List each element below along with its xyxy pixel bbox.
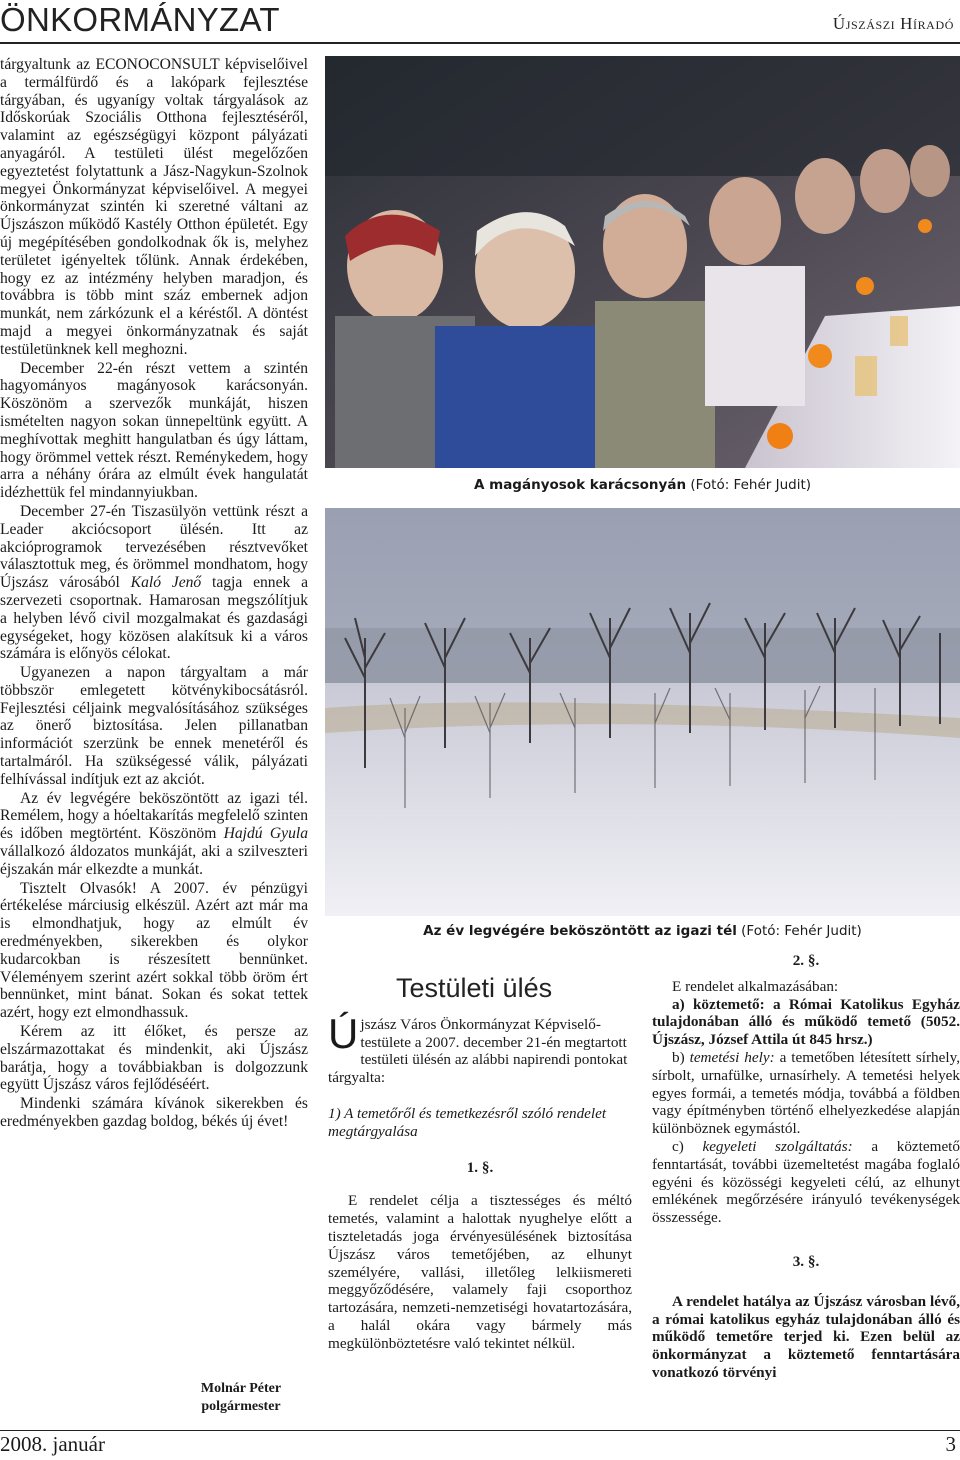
photo2-caption-credit: (Fotó: Fehér Judit): [736, 923, 862, 939]
article-dropcap: Ú: [328, 1009, 359, 1057]
section2-item-c-text: a köztemető fenntartását, további üzemeltetést magába foglaló egyéni és közösségi kegyeleti célú, az elhunyt emlékének megőrzésére irányuló tevékenységek összessége.: [652, 1137, 960, 1227]
header-section: ÖNKORMÁNYZAT: [0, 1, 280, 38]
left-paragraph-3-text-b: tagja ennek a szervezeti csoportnak. Hamarosan megszólítjuk a helyben lévő civil mozgalmakat és gazdasági egységeket, hogy közösen alakítsuk ki a város számára is előnyös célokat.: [0, 574, 308, 663]
section3-text: A rendelet hatálya az Újszász városban lévő, a római katolikus egyház tulajdonában álló és működő temetőre terjed ki. Ezen belül az önkormányzat a köztemető fenntartására vonatkozó törvényi: [652, 1292, 960, 1381]
article-intro: [328, 1009, 632, 1087]
signature: [176, 1380, 306, 1416]
photo-christmas-illustration: [325, 56, 960, 468]
section3-number: 3. §.: [792, 1252, 820, 1270]
section1-number: 1. §.: [466, 1158, 494, 1176]
footer-rule: [0, 1430, 960, 1431]
photo-winter-illustration: [325, 508, 960, 916]
header-publication: Újszászi Híradó: [832, 14, 954, 33]
section2-item-c-term: kegyeleti szolgáltatás:: [702, 1137, 853, 1155]
left-paragraph-5-name: Hajdú Gyula: [223, 825, 308, 843]
photo2-caption: [325, 923, 960, 939]
section2-item-c: [652, 1138, 960, 1227]
left-paragraph-5-text-a: Az év legvégére beköszöntött az igazi tél. Remélem, hogy a hóeltakarítás megfelelő szinten és időben megtörtént. Köszönöm: [0, 789, 308, 843]
section2-item-c-label: c): [672, 1137, 703, 1155]
header-rule: [0, 42, 960, 44]
left-paragraph-4: Ugyanezen a napon tárgyaltam a már többször emlegetett kötvénykibocsátásról. Fejlesztési céljaink megvalósításához szükséges az önerő biztosítása. Jelen pillanatban információt szerzünk be ennek menetéről és tartalmáról. Ha szükségessé válik, pályázati felhívással indítjuk ezt az akciót.: [0, 664, 308, 788]
footer-date: 2008. január: [0, 1432, 105, 1456]
section1-text: E rendelet célja a tisztességes és méltó temetés, valamint a halottak nyughelye előtt a tiszteletadás joga érvényesülésének biztosítása Újszász város temetőjében, az elhunyt személyére, vallási, illetőleg lelkiismereti meggyőződésére, valamely faji csoporthoz tartozására, nemzeti-nemzetiségi hovatartozására, a halál okára vagy bármely más megkülönböztetésre való tekintet nélkül.: [328, 1192, 632, 1352]
left-paragraph-3-name: Kaló Jenő: [130, 574, 202, 592]
article-title: Testületi ülés: [396, 973, 553, 1003]
section2-item-b-text: a temetőben létesített sírhely, sírbolt, urnafülke, urnasírhely. A temetési helyek egyes formái, a temetés módja, továbbá a földben vagy építményben történő elhelyezkedése alapján különböznek egymástól.: [652, 1048, 960, 1138]
left-paragraph-2: December 22-én részt vettem a szintén hagyományos magányosok karácsonyán. Köszönöm a szervezők munkáját, hiszen ismételten nagyon sokan ünnepeltünk együtt. A meghívottak meghitt hangulatban és úgy láttam, hogy örömmel vettek részt. Reménykedem, hogy arra a néhány órára az elmúlt évek hangulatát idézhettük fel mindannyiukban.: [0, 359, 308, 502]
footer-page-number: 3: [945, 1432, 956, 1456]
section2-item-b: [652, 1049, 960, 1138]
photo1-caption: [325, 477, 960, 493]
signature-title: polgármester: [201, 1399, 281, 1414]
right-column: [652, 952, 960, 1382]
left-paragraph-5-text-b: vállalkozó áldozatos munkáját, aki a szilveszteri éjszakán már elkezdte a munkát.: [0, 843, 308, 878]
section2-intro: E rendelet alkalmazásában:: [672, 977, 839, 995]
section2-item-b-label: b): [672, 1048, 690, 1066]
photo1-caption-credit: (Fotó: Fehér Judit): [686, 477, 812, 493]
section2-item-b-term: temetési hely:: [689, 1048, 775, 1066]
photo-winter-landscape: [325, 508, 960, 916]
left-paragraph-3: [0, 503, 308, 663]
left-paragraph-5: [0, 790, 308, 879]
left-paragraph-8: Mindenki számára kívánok sikerekben és eredményekben gazdag boldog, békés új évet!: [0, 1095, 308, 1131]
left-paragraph-1: tárgyaltunk az ECONOCONSULT képviselőivel a termálfürdő és a lakópark fejlesztése tárgyában, és ugyanígy voltak tárgyalások az Időskorúak Szociális Otthona fejlesztéséről, valamint az egészségügyi központ pályázati anyagáról. A testületi ülést megelőzően egyeztetést folytattunk a Jász-Nagykun-Szolnok megyei Önkormányzat képviselőivel. A megyei önkormányzat szintén ki szeretné váltani az Újszászon működő Kastély Otthon épületét. Egy új megépítésében gondolkodnak ők is, melyhez területet igényeltek tőlünk. Annak érdekében, hogy ez az intézmény helyben maradjon, és továbbra is több mint száz embernek adjon munkát, nem zárkózunk el a kéréstől. A döntést majd a megyei önkormányzatnak és saját testületünknek kell meghozni.: [0, 56, 308, 358]
left-paragraph-3-text-a: December 27-én Tiszasülyön vettünk részt a Leader akciócsoport ülésén. Itt az akcióprogramok tervezésében résztvevőket választottuk meg, és örömmel mondhatom, hogy Újszász városából: [0, 502, 308, 592]
left-column: [0, 56, 308, 1131]
photo2-caption-title: Az év legvégére beköszöntött az igazi tél: [423, 923, 737, 939]
left-paragraph-6: Tisztelt Olvasók! A 2007. év pénzügyi értékelése márciusig elkészül. Azért azt már ma is elmondhatjuk, hogy az elmúlt év eredményekben, sikerekben és olykor kudarcokban is részesített bennünket. Véleményem szerint azért sokkal több öröm ért bennünket, mint bánat. Sokan és sokat tettek azért, hogy ezt elmondhassuk.: [0, 879, 308, 1022]
section2-item-a: a) köztemető: a Római Katolikus Egyház tulajdonában álló és működő temető (5052. Újszász, József Attila út 845 hrsz.): [652, 995, 960, 1049]
signature-name: Molnár Péter: [200, 1381, 282, 1396]
photo-christmas-gathering: [325, 56, 960, 468]
left-paragraph-7: Kérem az itt élőket, és persze az elszármazottakat és mindenkit, aki Újszász barátja, hogy a továbbiakban is dolgozzunk együtt Újszász város fejlődéséért.: [0, 1023, 308, 1094]
article-column: [328, 973, 632, 1353]
article-intro-text: jszász Város Önkormányzat Képviselő-testülete a 2007. december 21-én megtartott testületi ülésén az alábbi napirendi pontokat tárgyalta:: [328, 1015, 628, 1087]
article-agenda-item: 1) A temetőről és temetkezésről szóló rendelet megtárgyalása: [328, 1104, 607, 1140]
section2-number: 2. §.: [792, 952, 820, 969]
photo1-caption-title: A magányosok karácsonyán: [473, 477, 687, 493]
